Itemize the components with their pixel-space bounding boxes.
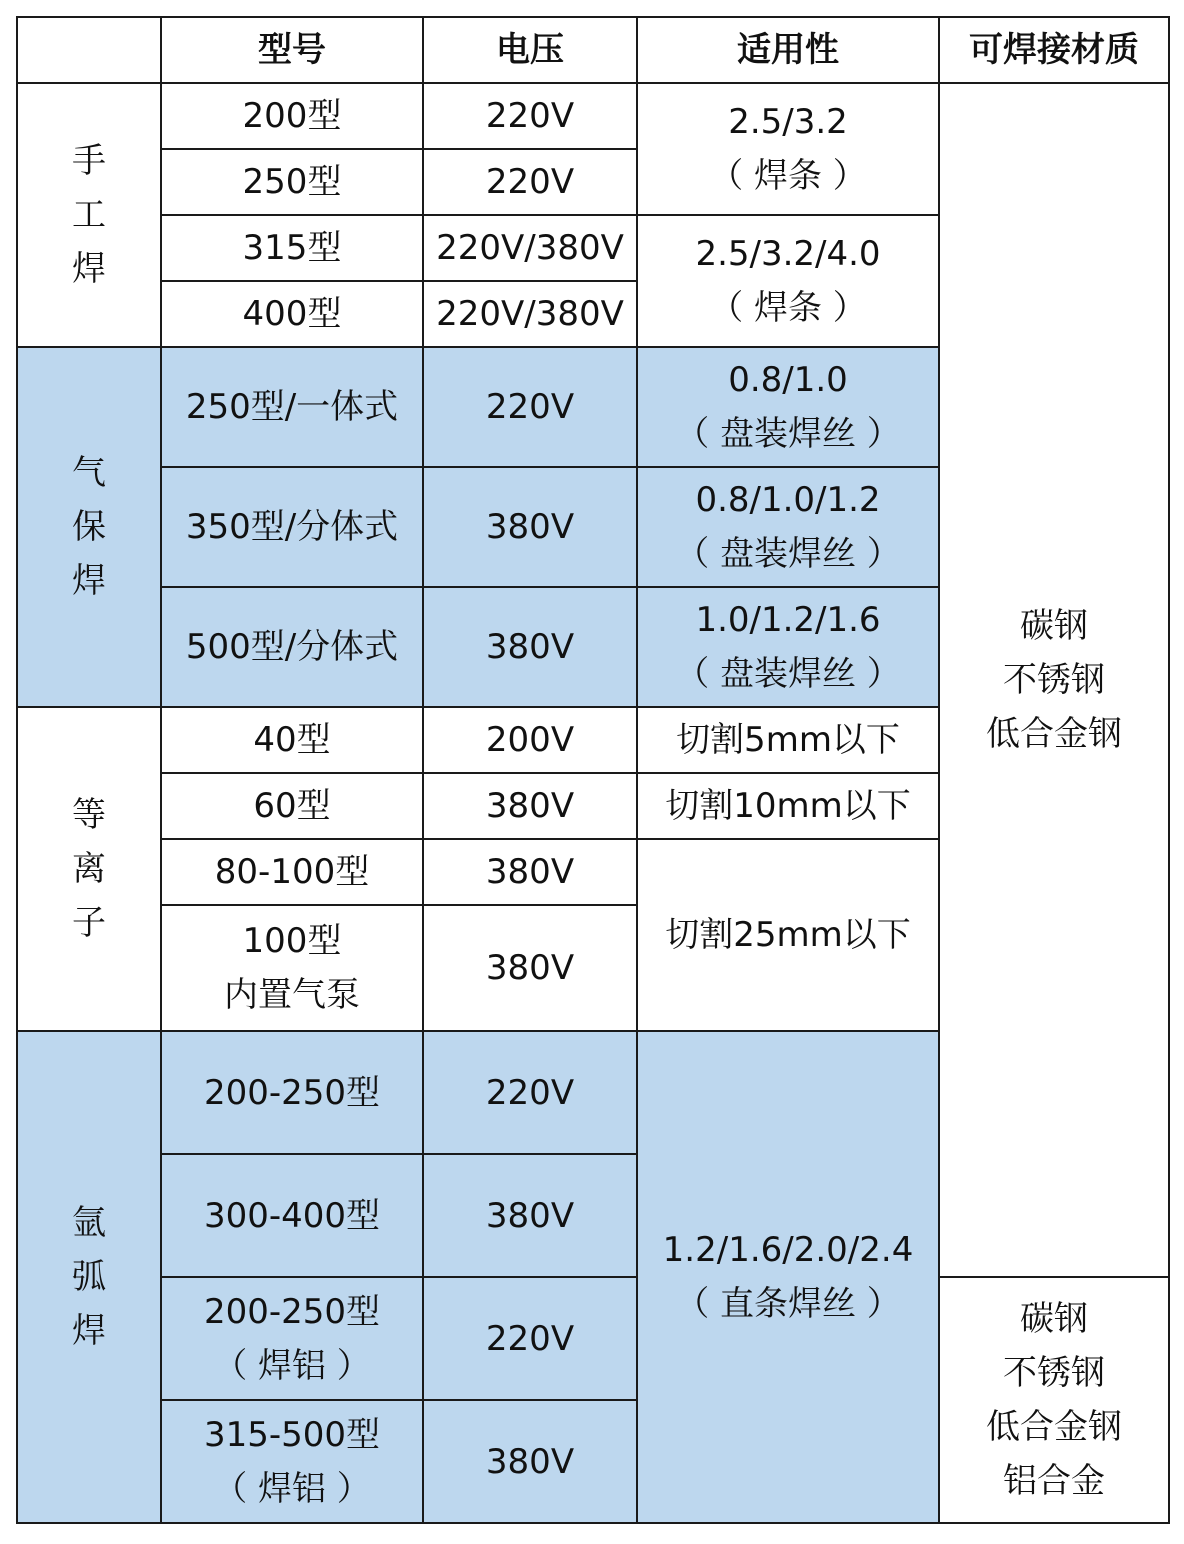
model-cell: 200-250型 （ 焊铝 ） — [161, 1277, 423, 1400]
voltage-cell: 220V/380V — [423, 281, 637, 347]
model-cell: 250型/一体式 — [161, 347, 423, 467]
voltage-cell: 380V — [423, 905, 637, 1031]
model-cell: 350型/分体式 — [161, 467, 423, 587]
header-model: 型号 — [161, 17, 423, 83]
applicability-cell: 0.8/1.0/1.2 （ 盘装焊丝 ） — [637, 467, 939, 587]
model-cell: 250型 — [161, 149, 423, 215]
voltage-cell: 380V — [423, 467, 637, 587]
materials-cell-general: 碳钢 不锈钢 低合金钢 — [939, 83, 1169, 1277]
header-corner — [17, 17, 161, 83]
model-cell: 200型 — [161, 83, 423, 149]
model-cell: 80-100型 — [161, 839, 423, 905]
voltage-cell: 220V/380V — [423, 215, 637, 281]
model-cell: 315型 — [161, 215, 423, 281]
voltage-cell: 220V — [423, 1277, 637, 1400]
header-applicability: 适用性 — [637, 17, 939, 83]
applicability-cell: 2.5/3.2 （ 焊条 ） — [637, 83, 939, 215]
voltage-cell: 220V — [423, 347, 637, 467]
model-cell: 315-500型 （ 焊铝 ） — [161, 1400, 423, 1523]
header-voltage: 电压 — [423, 17, 637, 83]
applicability-cell: 切割25mm以下 — [637, 839, 939, 1031]
applicability-cell: 0.8/1.0 （ 盘装焊丝 ） — [637, 347, 939, 467]
voltage-cell: 380V — [423, 839, 637, 905]
voltage-cell: 200V — [423, 707, 637, 773]
applicability-cell: 切割10mm以下 — [637, 773, 939, 839]
applicability-cell: 2.5/3.2/4.0 （ 焊条 ） — [637, 215, 939, 347]
voltage-cell: 380V — [423, 587, 637, 707]
applicability-cell: 切割5mm以下 — [637, 707, 939, 773]
header-row — [17, 17, 1169, 83]
model-cell: 40型 — [161, 707, 423, 773]
voltage-cell: 220V — [423, 149, 637, 215]
category-argon-weld: 氩 弧 焊 — [17, 1031, 161, 1523]
model-cell: 200-250型 — [161, 1031, 423, 1154]
voltage-cell: 380V — [423, 1400, 637, 1523]
category-plasma: 等 离 子 — [17, 707, 161, 1031]
model-cell: 500型/分体式 — [161, 587, 423, 707]
model-cell: 100型 内置气泵 — [161, 905, 423, 1031]
materials-cell-aluminum: 碳钢 不锈钢 低合金钢 铝合金 — [939, 1277, 1169, 1523]
category-gas-weld: 气 保 焊 — [17, 347, 161, 707]
voltage-cell: 380V — [423, 1154, 637, 1277]
table-row — [17, 1277, 1169, 1400]
model-cell: 60型 — [161, 773, 423, 839]
voltage-cell: 380V — [423, 773, 637, 839]
category-manual-weld: 手 工 焊 — [17, 83, 161, 347]
applicability-cell: 1.2/1.6/2.0/2.4 （ 直条焊丝 ） — [637, 1031, 939, 1523]
applicability-cell: 1.0/1.2/1.6 （ 盘装焊丝 ） — [637, 587, 939, 707]
header-materials: 可焊接材质 — [939, 17, 1169, 83]
voltage-cell: 220V — [423, 83, 637, 149]
voltage-cell: 220V — [423, 1031, 637, 1154]
model-cell: 400型 — [161, 281, 423, 347]
model-cell: 300-400型 — [161, 1154, 423, 1277]
table-row — [17, 83, 1169, 149]
welding-spec-table — [16, 16, 1170, 1524]
